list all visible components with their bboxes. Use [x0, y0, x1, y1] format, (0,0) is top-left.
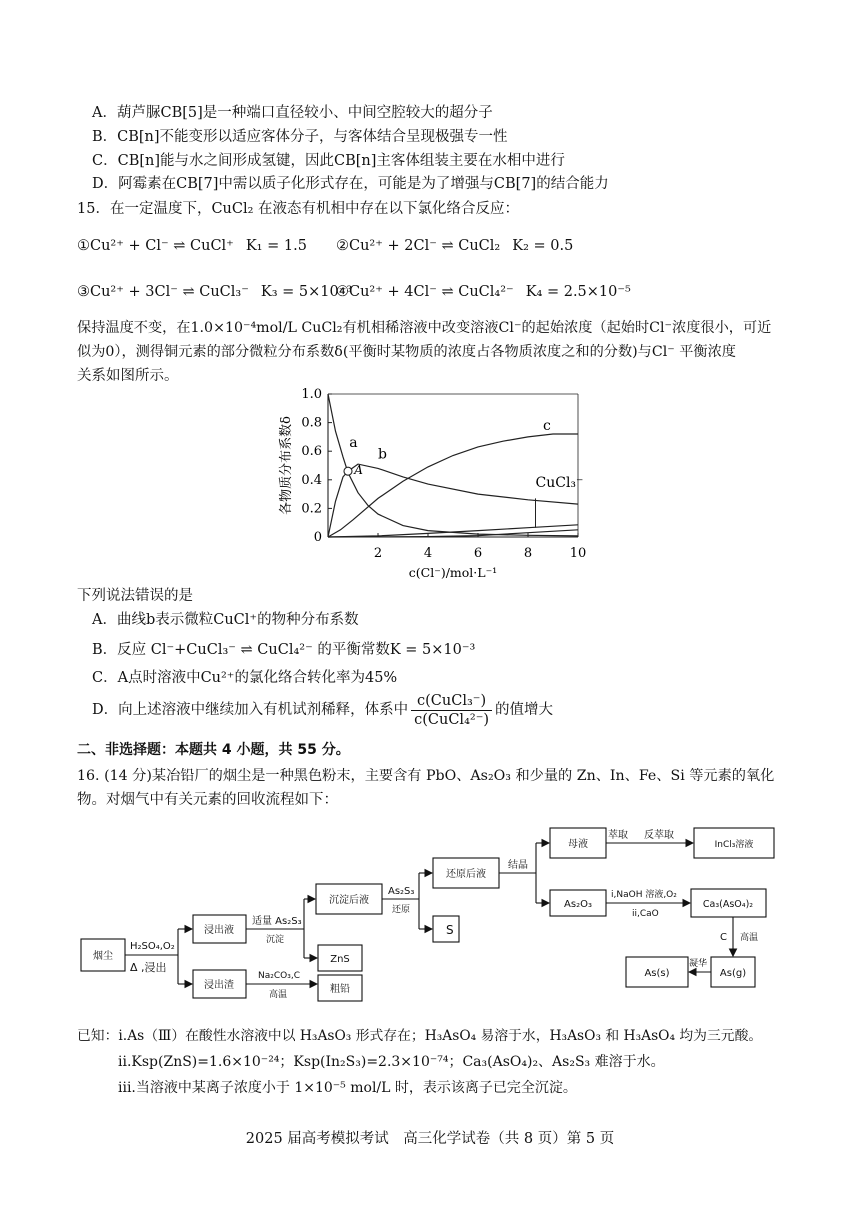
equation-1: [77, 238, 307, 254]
equation-2-text: ②Cu²⁺ + 2Cl⁻ ⇌ CuCl₂: [336, 238, 501, 254]
q15-option-b: B．反应 Cl⁻+CuCl₃⁻ ⇌ CuCl₄²⁻ 的平衡常数K = 5×10⁻³: [92, 642, 476, 658]
q15-desc-line2: 似为0），测得铜元素的部分微粒分布系数δ(平衡时某物质的浓度占各物质浓度之和的分数)与Cl⁻ 平衡浓度: [77, 344, 736, 360]
label-jiejing: 结晶: [508, 860, 528, 871]
q14-option-a: A．葫芦脲CB[5]是一种端口直径较小、中间空腔较大的超分子: [92, 105, 493, 121]
equation-3: [77, 284, 352, 300]
equation-2: [336, 238, 573, 254]
q15-desc-line1: 保持温度不变，在1.0×10⁻⁴mol/L CuCl₂有机相稀溶液中改变溶液Cl⁻的起始浓度（起始时Cl⁻浓度很小，可近: [77, 320, 772, 336]
y-tick-label: 0.6: [301, 444, 322, 460]
equation-4: [336, 284, 631, 300]
label-zns: ZnS: [330, 954, 350, 965]
label-r2-bot: 沉淀: [266, 935, 285, 945]
label-yanchen: 烟尘: [93, 951, 113, 962]
label-incl3: InCl₃溶液: [714, 840, 754, 850]
label-r4-bot: 还原: [392, 905, 411, 915]
page-footer: 2025 届高考模拟考试 高三化学试卷（共 8 页）第 5 页: [245, 1131, 615, 1147]
y-tick-label: 0.4: [301, 472, 322, 488]
label-r2-top: 适量 As₂S₃: [252, 916, 302, 927]
annotation-label: A: [354, 463, 363, 478]
x-tick-label: 6: [473, 546, 483, 561]
equation-4-text: ④Cu²⁺ + 4Cl⁻ ⇌ CuCl₄²⁻: [336, 284, 514, 300]
series-line-1: [328, 394, 578, 536]
q14-option-c: C．CB[n]能与水之间形成氢键，因此CB[n]主客体组装主要在水相中进行: [92, 153, 565, 169]
label-r6-left: C: [720, 932, 727, 943]
label-reagent1-top: H₂SO₄,O₂: [130, 941, 175, 952]
x-tick-label: 4: [423, 546, 433, 561]
section-heading: 二、非选择题：本题共 4 小题，共 55 分。: [77, 742, 350, 758]
distribution-chart: [260, 384, 600, 584]
equation-3-text: ③Cu²⁺ + 3Cl⁻ ⇌ CuCl₃⁻: [77, 284, 249, 300]
q16-line2: 物。对烟气中有关元素的回收流程如下：: [77, 792, 338, 808]
label-as2o3: As₂O₃: [564, 899, 592, 910]
label-r5-top: i,NaOH 溶液,O₂: [611, 890, 677, 900]
label-s: S: [446, 923, 454, 937]
q15-option-d-text: D．向上述溶液中继续加入有机试剂稀释，体系中: [92, 702, 409, 718]
k3-value: K₃ = 5×10⁻³: [260, 284, 353, 300]
q16-line1: 16. (14 分)某冶铅厂的烟尘是一种黑色粉末，主要含有 PbO、As₂O₃ 和少量的 Zn、In、Fe、Si 等元素的氧化: [77, 768, 775, 784]
fraction-denominator: c(CuCl₄²⁻): [414, 711, 490, 728]
q15-option-d-tail: 的值增大: [495, 702, 554, 718]
q15-desc-line3: 关系如图所示。: [77, 368, 179, 384]
x-axis-label: c(Cl⁻)/mol·L⁻¹: [408, 565, 498, 580]
annotation-label: b: [378, 446, 387, 463]
y-axis-label: 各物质分布系数δ: [279, 416, 294, 515]
label-fancuiqu: 反萃取: [644, 830, 674, 841]
k2-value: K₂ = 0.5: [512, 238, 574, 254]
annotation-label: c: [543, 417, 551, 434]
label-huanyuanhouye: 还原后液: [446, 869, 486, 880]
x-tick-label: 2: [373, 546, 383, 561]
label-r3-top: Na₂CO₃,C: [258, 971, 300, 981]
q15-option-a: A．曲线b表示微粒CuCl⁺的物种分布系数: [92, 612, 359, 628]
equation-1-text: ①Cu²⁺ + Cl⁻ ⇌ CuCl⁺: [77, 238, 234, 254]
label-cuqian: 粗铅: [330, 984, 350, 995]
label-cuiqu: 萃取: [608, 830, 628, 841]
label-jinchuzha: 浸出渣: [204, 980, 234, 991]
label-ningua: 凝华: [689, 959, 708, 969]
y-tick-label: 0: [313, 530, 322, 545]
point-a-marker: [344, 467, 352, 475]
k1-value: K₁ = 1.5: [245, 238, 307, 254]
label-ca3aso4: Ca₃(AsO₄)₂: [702, 899, 754, 910]
label-asg: As(g): [719, 968, 747, 979]
annotation-label: CuCl₃⁻: [535, 474, 584, 491]
known-3: iii.当溶液中某离子浓度小于 1×10⁻⁵ mol/L 时，表示该离子已完全沉淀。: [118, 1080, 577, 1096]
q14-option-b: B．CB[n]不能变形以适应客体分子，与客体结合呈现极强专一性: [92, 129, 508, 145]
fraction: [411, 692, 492, 729]
label-ass: As(s): [644, 968, 670, 979]
x-tick-label: 8: [523, 546, 533, 561]
label-r4-top: As₂S₃: [388, 886, 415, 897]
fraction-numerator: c(CuCl₃⁻): [411, 692, 492, 711]
label-r3-bot: 高温: [269, 990, 288, 1000]
annotation-label: a: [349, 434, 358, 451]
q14-option-d: D．阿霉素在CB[7]中需以质子化形式存在，可能是为了增强与CB[7]的结合能力: [92, 176, 609, 192]
y-tick-label: 0.8: [301, 415, 322, 431]
y-tick-label: 0.2: [301, 501, 322, 517]
label-jinchuye: 浸出液: [204, 925, 234, 936]
x-tick-label: 10: [569, 546, 587, 561]
label-muye: 母液: [568, 839, 588, 850]
known-2: ii.Ksp(ZnS)=1.6×10⁻²⁴；Ksp(In₂S₃)=2.3×10⁻⁷⁴；Ca₃(AsO₄)₂、As₂S₃ 难溶于水。: [118, 1054, 665, 1070]
q15-option-c: C．A点时溶液中Cu²⁺的氯化络合转化率为45%: [92, 670, 398, 686]
label-r5-bot: ii,CaO: [632, 909, 659, 919]
process-flowchart: [78, 820, 778, 1020]
label-reagent1-bot: Δ ,浸出: [130, 961, 167, 974]
q15-ask: 下列说法错误的是: [77, 588, 193, 604]
k4-value: K₄ = 2.5×10⁻⁵: [525, 284, 631, 300]
q15-option-d: [92, 690, 553, 730]
q15-stem: 15．在一定温度下，CuCl₂ 在液态有机相中存在以下氯化络合反应：: [77, 201, 520, 217]
known-1: 已知：i.As（Ⅲ）在酸性水溶液中以 H₃AsO₃ 形式存在；H₃AsO₄ 易溶于水，H₃AsO₃ 和 H₃AsO₄ 均为三元酸。: [77, 1028, 763, 1044]
y-tick-label: 1.0: [301, 387, 322, 402]
label-chendianhouye: 沉淀后液: [329, 895, 369, 906]
label-r6-right: 高温: [740, 933, 759, 943]
